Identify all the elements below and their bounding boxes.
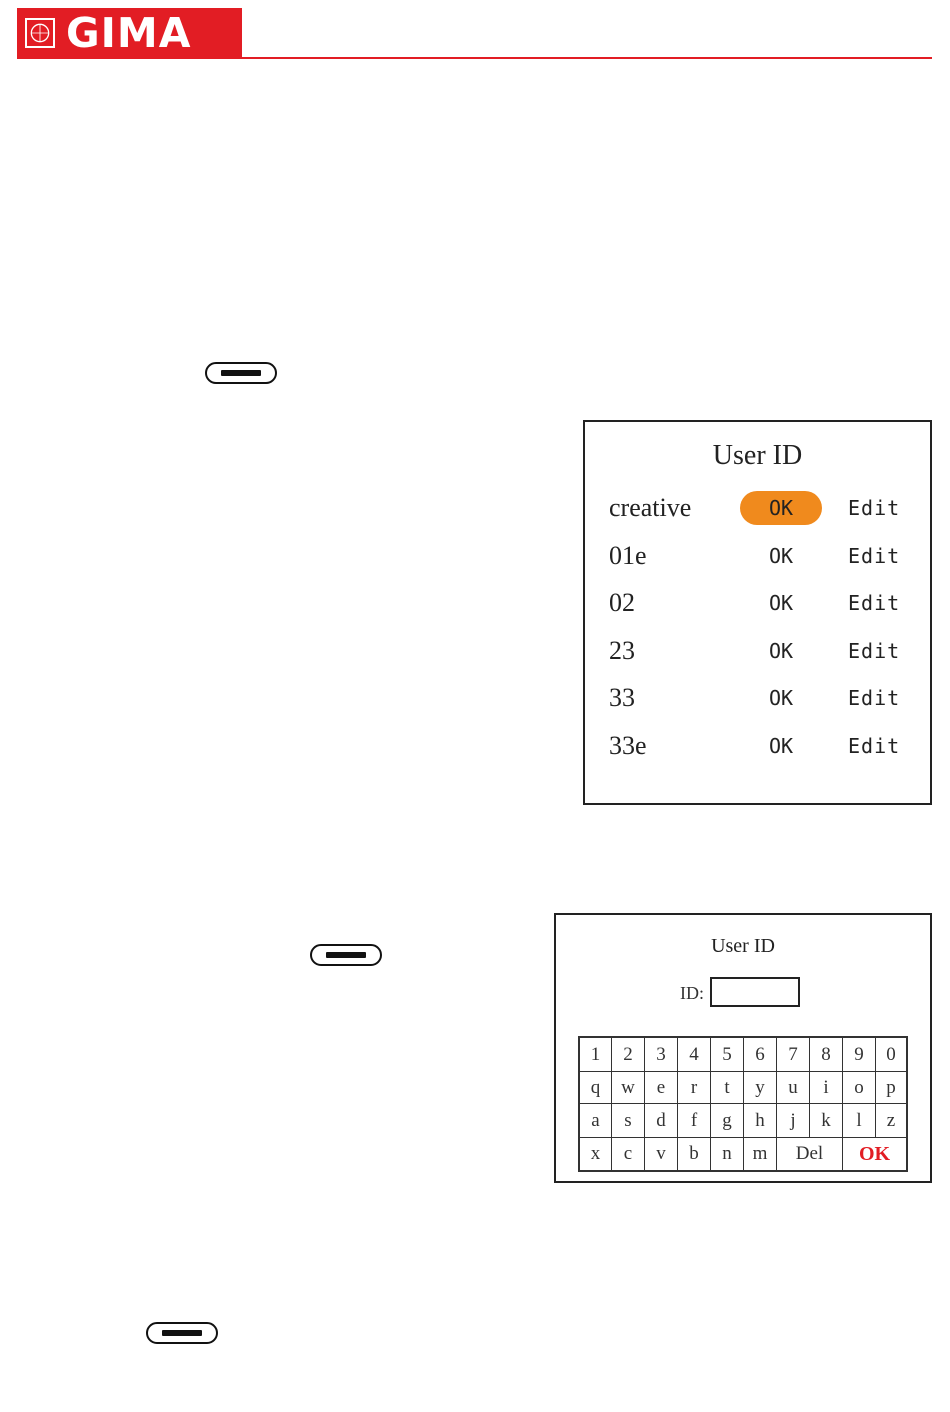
key-button-icon: [146, 1322, 218, 1344]
ok-button[interactable]: OK: [740, 491, 822, 525]
key-7[interactable]: 7: [777, 1038, 810, 1072]
user-row: [585, 488, 930, 528]
key-h[interactable]: h: [744, 1104, 777, 1138]
key-u[interactable]: u: [777, 1072, 810, 1104]
user-id-name: 01e: [609, 541, 647, 570]
key-3[interactable]: 3: [645, 1038, 678, 1072]
key-j[interactable]: j: [777, 1104, 810, 1138]
key-e[interactable]: e: [645, 1072, 678, 1104]
delete-key[interactable]: Del: [777, 1138, 843, 1170]
user-row: [585, 678, 930, 718]
gima-emblem-icon: [25, 18, 55, 48]
brand-name: GIMA: [66, 9, 192, 57]
ok-key[interactable]: OK: [858, 1142, 891, 1165]
key-f[interactable]: f: [678, 1104, 711, 1138]
user-id-edit-screen: [554, 913, 932, 1183]
screen-title: User ID: [712, 440, 803, 471]
edit-button[interactable]: Edit: [848, 686, 901, 710]
key-button-icon: [205, 362, 277, 384]
user-id-name: creative: [609, 493, 692, 522]
key-6[interactable]: 6: [744, 1038, 777, 1072]
on-screen-keyboard: [578, 1036, 908, 1172]
key-o[interactable]: o: [843, 1072, 876, 1104]
user-row: [585, 726, 930, 766]
ok-button[interactable]: OK: [768, 686, 794, 710]
key-2[interactable]: 2: [612, 1038, 645, 1072]
key-z[interactable]: z: [876, 1104, 906, 1138]
edit-button[interactable]: Edit: [848, 639, 901, 663]
key-0[interactable]: 0: [876, 1038, 906, 1072]
id-label: ID:: [680, 983, 704, 1003]
key-b[interactable]: b: [678, 1138, 711, 1170]
edit-button[interactable]: Edit: [848, 734, 901, 758]
key-t[interactable]: t: [711, 1072, 744, 1104]
gima-logo: [17, 8, 242, 59]
id-input[interactable]: [710, 977, 800, 1007]
key-q[interactable]: q: [580, 1072, 612, 1104]
ok-button[interactable]: OK: [768, 639, 794, 663]
ok-button[interactable]: OK: [768, 591, 794, 615]
key-y[interactable]: y: [744, 1072, 777, 1104]
key-k[interactable]: k: [810, 1104, 843, 1138]
key-x[interactable]: x: [580, 1138, 612, 1170]
key-m[interactable]: m: [744, 1138, 777, 1170]
ok-button[interactable]: OK: [768, 734, 794, 758]
key-d[interactable]: d: [645, 1104, 678, 1138]
user-id-name: 33e: [609, 731, 647, 760]
edit-button[interactable]: Edit: [848, 496, 901, 520]
key-c[interactable]: c: [612, 1138, 645, 1170]
key-r[interactable]: r: [678, 1072, 711, 1104]
key-s[interactable]: s: [612, 1104, 645, 1138]
key-l[interactable]: l: [843, 1104, 876, 1138]
user-id-name: 23: [609, 636, 635, 665]
user-row: [585, 631, 930, 671]
key-n[interactable]: n: [711, 1138, 744, 1170]
key-w[interactable]: w: [612, 1072, 645, 1104]
key-i[interactable]: i: [810, 1072, 843, 1104]
key-p[interactable]: p: [876, 1072, 906, 1104]
edit-button[interactable]: Edit: [848, 591, 901, 615]
key-g[interactable]: g: [711, 1104, 744, 1138]
key-1[interactable]: 1: [580, 1038, 612, 1072]
user-id-name: 33: [609, 683, 635, 712]
key-5[interactable]: 5: [711, 1038, 744, 1072]
user-row: [585, 583, 930, 623]
key-9[interactable]: 9: [843, 1038, 876, 1072]
screen-title: User ID: [711, 935, 775, 957]
key-4[interactable]: 4: [678, 1038, 711, 1072]
header-divider: [242, 57, 932, 59]
key-button-icon: [310, 944, 382, 966]
edit-button[interactable]: Edit: [848, 544, 901, 568]
user-id-list-screen: [583, 420, 932, 805]
key-a[interactable]: a: [580, 1104, 612, 1138]
key-v[interactable]: v: [645, 1138, 678, 1170]
user-row: [585, 536, 930, 576]
ok-button[interactable]: OK: [768, 544, 794, 568]
user-id-name: 02: [609, 588, 635, 617]
key-8[interactable]: 8: [810, 1038, 843, 1072]
